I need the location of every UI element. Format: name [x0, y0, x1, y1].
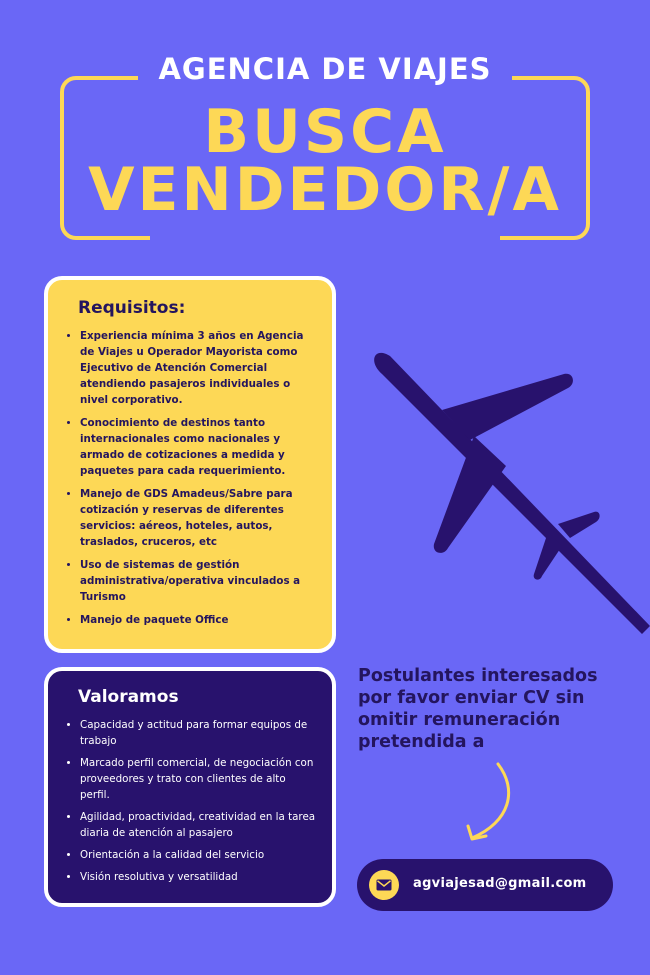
list-item: • Marcado perfil comercial, de negociación con proveedores y trato con clientes de alto perfil. [80, 755, 316, 803]
requisitos-title: Requisitos: [78, 298, 186, 318]
list-item: • Capacidad y actitud para formar equipos de trabajo [80, 717, 316, 749]
valoramos-title: Valoramos [78, 687, 179, 707]
requisitos-list [62, 328, 316, 628]
header-frame-gap [150, 234, 500, 244]
valoramos-list [62, 717, 316, 885]
header-title-line1: BUSCA [203, 97, 447, 167]
email-button[interactable] [357, 859, 613, 911]
list-item: • Manejo de paquete Office [80, 612, 316, 628]
list-item: • Experiencia mínima 3 años en Agencia de Viajes u Operador Mayorista como Ejecutivo de Atención Comercial atendiendo pasajeros individuales o nivel corporativo. [80, 328, 316, 408]
list-item: • Visión resolutiva y versatilidad [80, 869, 316, 885]
valoramos-card [44, 667, 336, 907]
cta-text: Postulantes interesados por favor enviar CV sin omitir remuneración pretendida a [358, 666, 598, 752]
requisitos-card [44, 276, 336, 653]
list-item: • Conocimiento de destinos tanto internacionales como nacionales y armado de cotizaciones a medida y paquetes para cada requerimiento. [80, 415, 316, 479]
list-item: • Orientación a la calidad del servicio [80, 847, 316, 863]
list-item: • Uso de sistemas de gestión administrativa/operativa vinculados a Turismo [80, 557, 316, 605]
header-title-line2: VENDEDOR/A [88, 155, 562, 225]
mail-icon [369, 870, 399, 900]
email-link[interactable]: agviajesad@gmail.com [413, 876, 587, 891]
curved-arrow-icon [462, 760, 522, 846]
airplane-icon [372, 348, 650, 638]
list-item: • Manejo de GDS Amadeus/Sabre para cotización y reservas de diferentes servicios: aéreos, hoteles, autos, traslados, cruceros, etc [80, 486, 316, 550]
list-item: • Agilidad, proactividad, creatividad en la tarea diaria de atención al pasajero [80, 809, 316, 841]
header-subtitle: AGENCIA DE VIAJES [0, 52, 650, 86]
